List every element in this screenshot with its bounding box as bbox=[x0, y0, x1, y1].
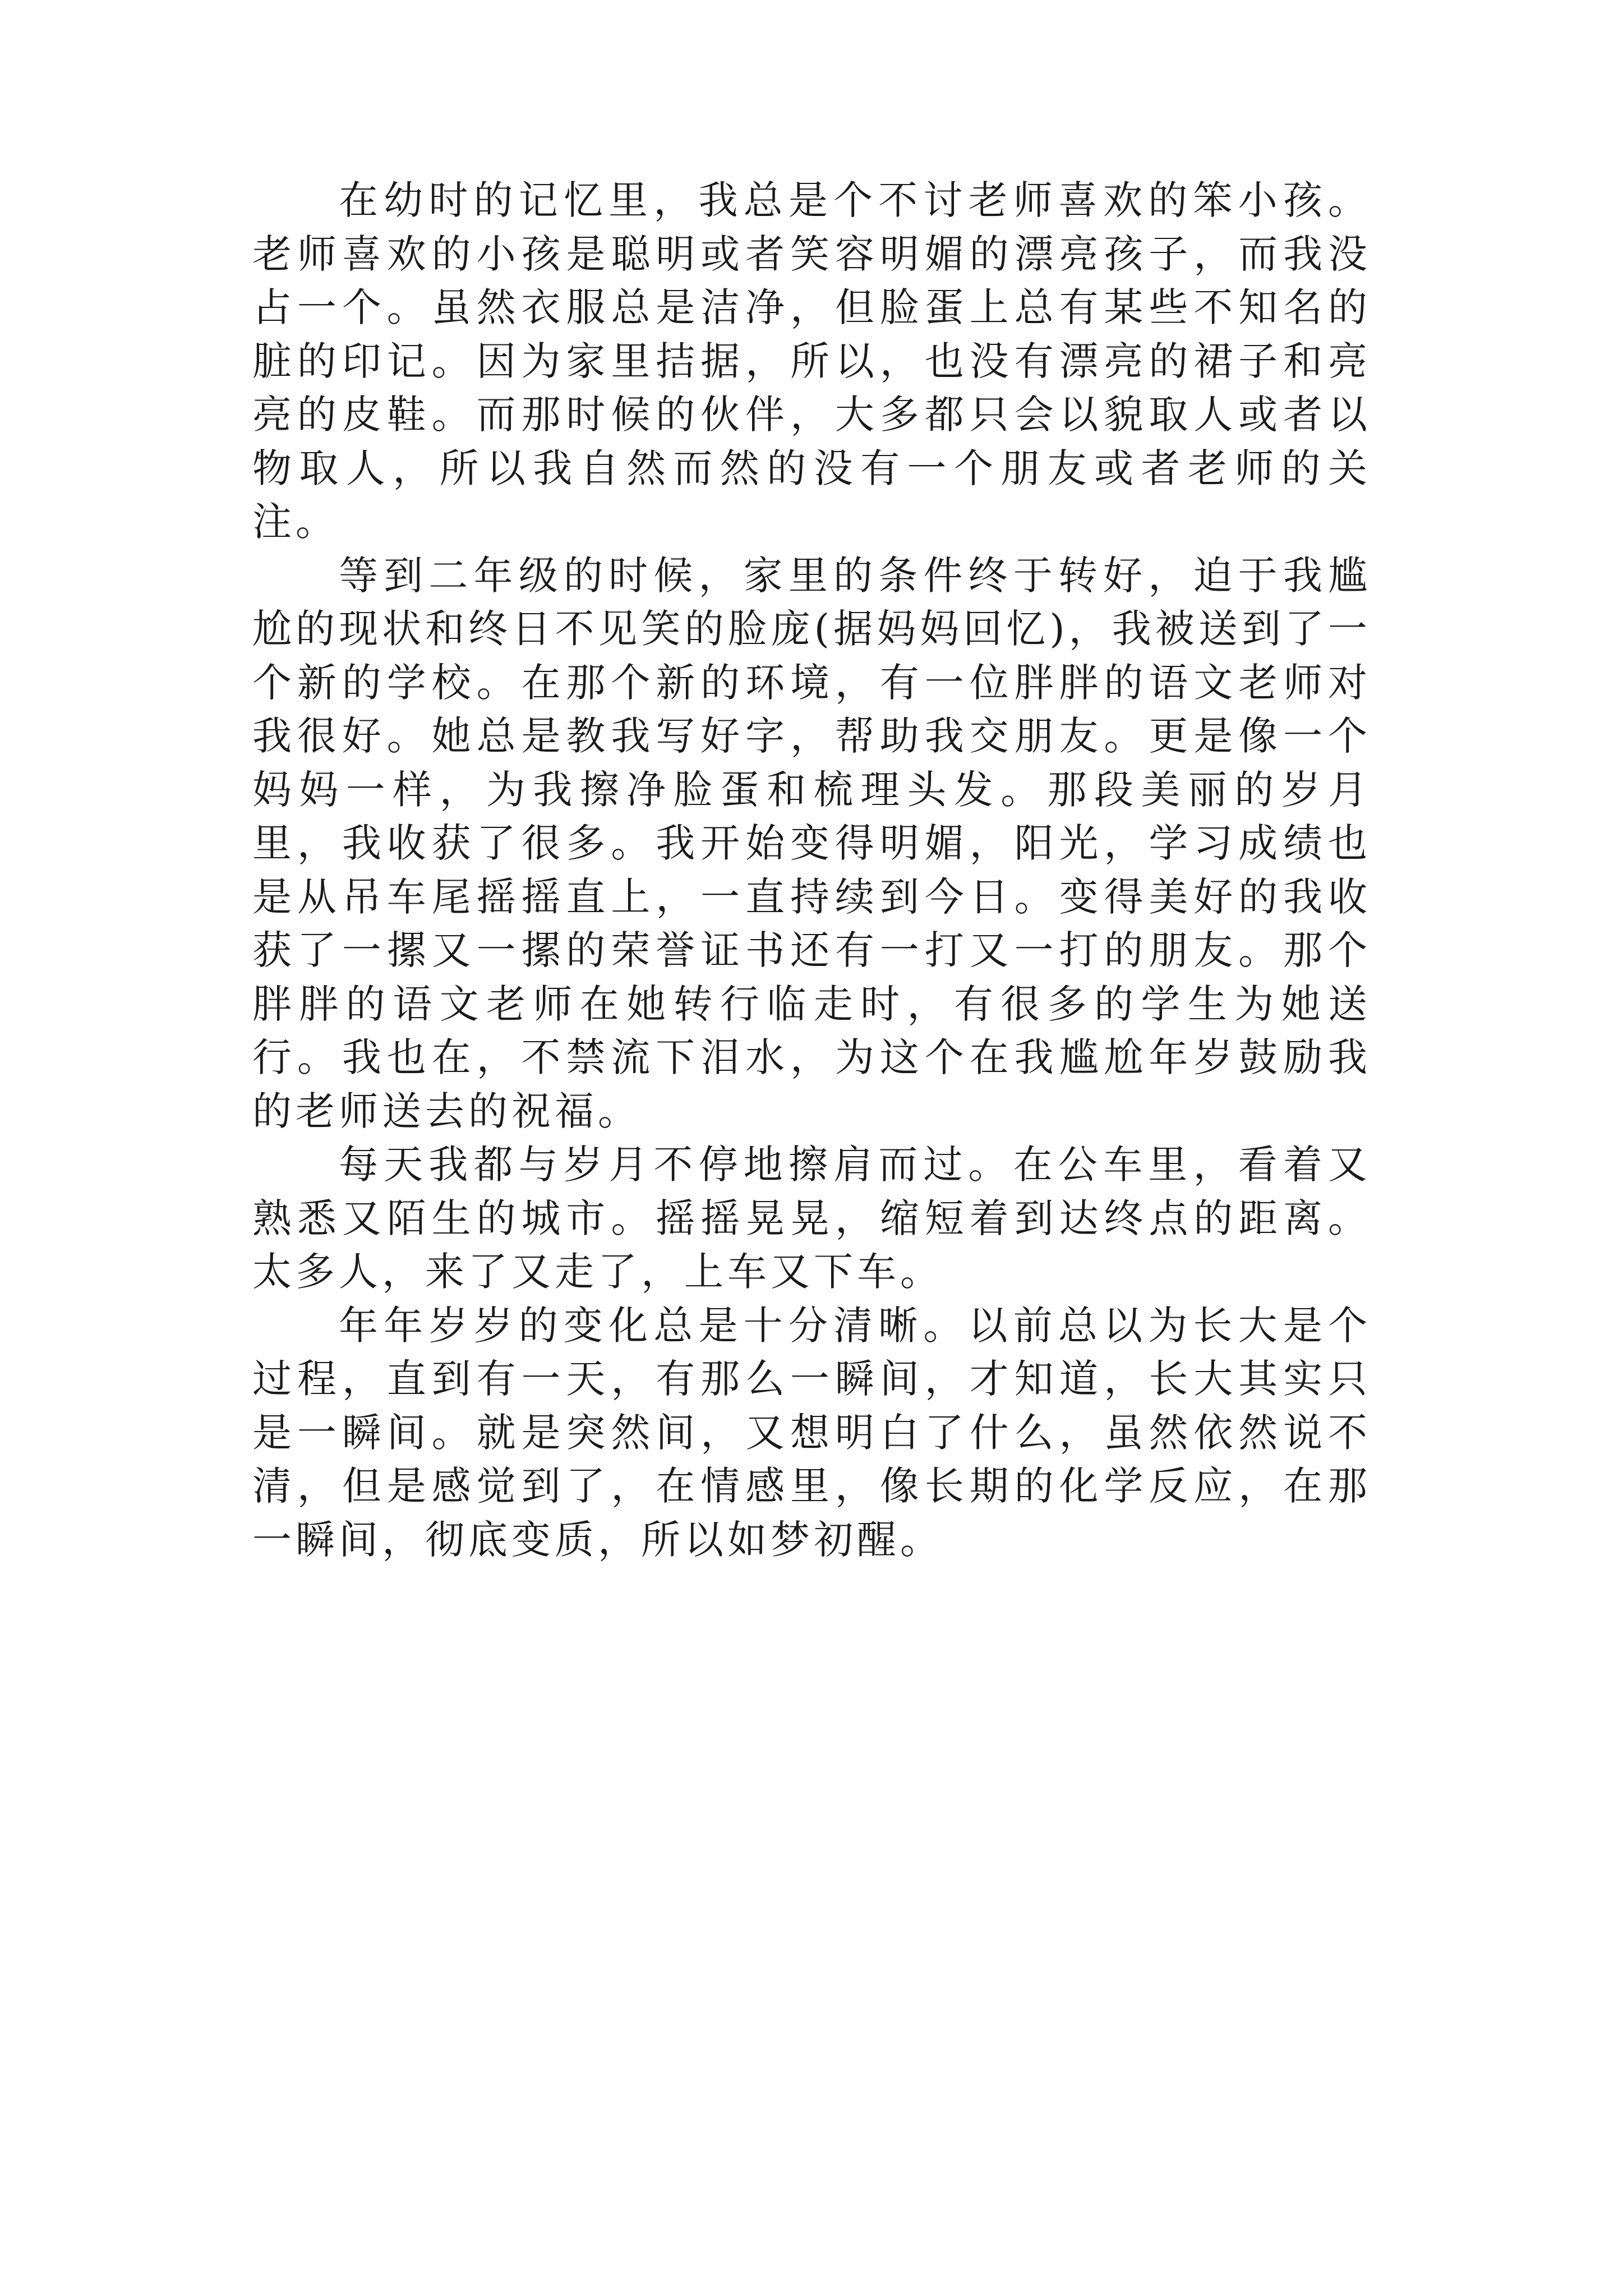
paragraph-3: 每天我都与岁月不停地擦肩而过。在公车里，看着又熟悉又陌生的城市。摇摇晃晃，缩短着到达终点的距离。太多人，来了又走了，上车又下车。 bbox=[252, 1142, 1371, 1295]
paragraph-1: 在幼时的记忆里，我总是个不讨老师喜欢的笨小孩。老师喜欢的小孩是聪明或者笑容明媚的漂亮孩子，而我没占一个。虽然衣服总是洁净，但脸蛋上总有某些不知名的脏的印记。因为家里拮据，所以，也没有漂亮的裙子和亮亮的皮鞋。而那时候的伙伴，大多都只会以貌取人或者以物取人，所以我自然而然的没有一个朋友或者老师的关注。 bbox=[252, 177, 1371, 545]
paragraph-4: 年年岁岁的变化总是十分清晰。以前总以为长大是个过程，直到有一天，有那么一瞬间，才知道，长大其实只是一瞬间。就是突然间，又想明白了什么，虽然依然说不清，但是感觉到了，在情感里，像长期的化学反应，在那一瞬间，彻底变质，所以如梦初醒。 bbox=[252, 1302, 1371, 1563]
document-body bbox=[252, 174, 1371, 1567]
paragraph-2: 等到二年级的时候，家里的条件终于转好，迫于我尴尬的现状和终日不见笑的脸庞(据妈妈回忆)，我被送到了一个新的学校。在那个新的环境，有一位胖胖的语文老师对我很好。她总是教我写好字，帮助我交朋友。更是像一个妈妈一样，为我擦净脸蛋和梳理头发。那段美丽的岁月里，我收获了很多。我开始变得明媚，阳光，学习成绩也是从吊车尾摇摇直上，一直持续到今日。变得美好的我收获了一摞又一摞的荣誉证书还有一打又一打的朋友。那个胖胖的语文老师在她转行临走时，有很多的学生为她送行。我也在，不禁流下泪水，为这个在我尴尬年岁鼓励我的老师送去的祝福。 bbox=[252, 552, 1371, 1134]
